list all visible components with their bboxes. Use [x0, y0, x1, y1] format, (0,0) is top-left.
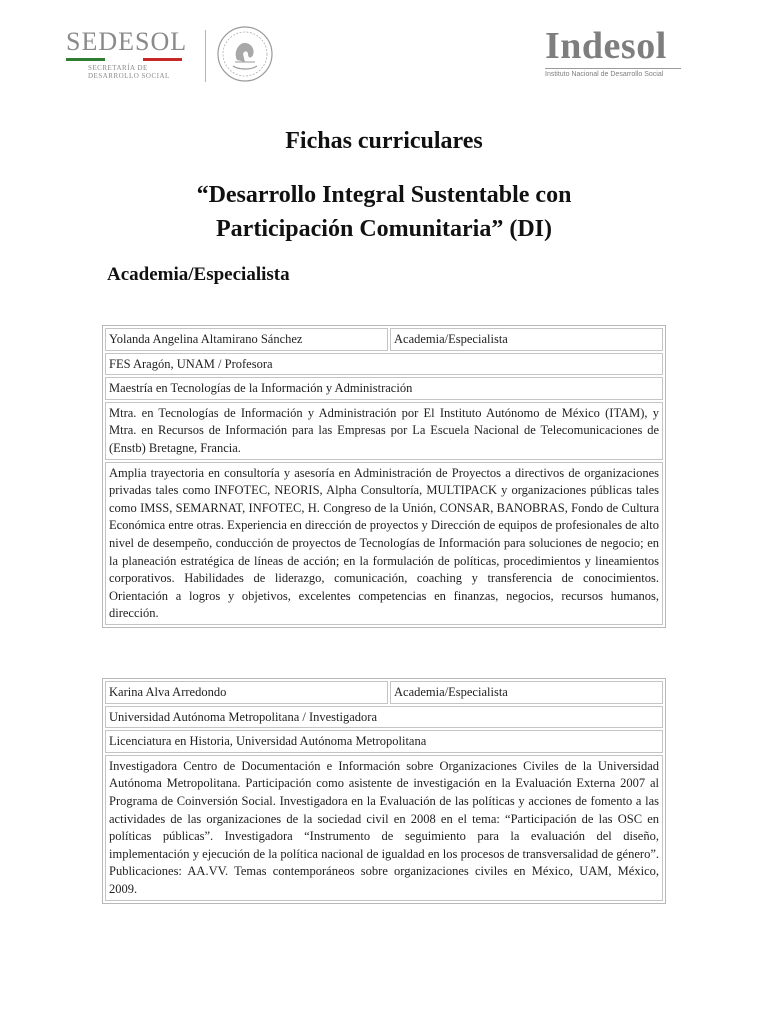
page-title: Fichas curriculares: [285, 128, 483, 154]
table-row: [105, 755, 663, 901]
degree-cell: Maestría en Tecnologías de la Información y Administración: [105, 377, 663, 400]
table-row: [105, 681, 663, 704]
experience-cell: Investigadora Centro de Documentación e Información sobre Organizaciones Civiles de la Universidad Autónoma Metropolitana. Participación como asistente de investigación en la Evaluación Externa 2007 al Programa de Coinversión Social. Investigadora en la Evaluación de las políticas y acciones de fomento a las actividades de las organizaciones de la sociedad civil en 2008 en el tema: “Participación de las OSC en políticas públicas”. Investigadora “Instrumento de seguimiento para la evaluación del diseño, implementación y ejecución de la política nacional de igualdad en los procesos de transversalidad de género”. Publicaciones: AA.VV. Temas contemporáneos sobre organizaciones civiles en México, UAM, México, 2009.: [105, 755, 663, 901]
sedesol-wordmark: SEDESOL: [66, 27, 188, 56]
name-cell: Karina Alva Arredondo: [105, 681, 388, 704]
mexican-coat-of-arms-seal: [215, 24, 275, 84]
degree-cell: Licenciatura en Historia, Universidad Autónoma Metropolitana: [105, 730, 663, 753]
indesol-logo: [545, 26, 695, 86]
table-row: [105, 706, 663, 729]
experience-cell: Amplia trayectoria en consultoría y asesoría en Administración de Proyectos a directivos de organizaciones privadas tales como INFOTEC, NEORIS, Alpha Consultoría, MULTIPACK y organizaciones públicas tales como IMSS, SEMARNAT, INFOTEC, H. Congreso de la Unión, CONSAR, BANOBRAS, Fondo de Cultura Económica entre otras. Experiencia en dirección de proyectos y Dirección de equipos de profesionales de alto nivel de desempeño, conducción de proyectos de Tecnologías de Información para soluciones de negocio; en la planeación estratégica de líneas de acción; en la formulación de políticas, procedimientos y lineamientos corporativos. Habilidades de liderazgo, comunicación, coaching y transferencia de conocimientos. Orientación a logros y objetivos, excelentes competencias en finanzas, negocios, recursos humanos, dirección.: [105, 462, 663, 625]
sedesol-logo: [66, 28, 196, 98]
institution-cell: Universidad Autónoma Metropolitana / Investigadora: [105, 706, 663, 729]
logo-divider: [205, 30, 206, 82]
table-row: [105, 462, 663, 625]
sedesol-subtitle: SECRETARÍA DE DESARROLLO SOCIAL: [88, 64, 170, 80]
program-title-line2: Participación Comunitaria” (DI): [216, 216, 552, 242]
table-row: [105, 377, 663, 400]
table-row: [105, 353, 663, 376]
section-heading: Academia/Especialista: [107, 264, 290, 285]
institution-cell: FES Aragón, UNAM / Profesora: [105, 353, 663, 376]
indesol-subtitle: Instituto Nacional de Desarrollo Social: [545, 68, 681, 78]
name-cell: Yolanda Angelina Altamirano Sánchez: [105, 328, 388, 351]
program-title-line1: “Desarrollo Integral Sustentable con: [196, 182, 572, 208]
indesol-wordmark: Indesol: [545, 25, 667, 67]
ficha-table: [102, 678, 666, 904]
table-row: [105, 730, 663, 753]
category-cell: Academia/Especialista: [390, 681, 663, 704]
education-cell: Mtra. en Tecnologías de Información y Administración por El Instituto Autónomo de México (ITAM), y Mtra. en Recursos de Información para las Empresas por La Escuela Nacional de Telecomunicaciones de (Enstb) Bretagne, Francia.: [105, 402, 663, 460]
flag-stripe: [66, 58, 182, 61]
table-row: [105, 328, 663, 351]
ficha-table: [102, 325, 666, 628]
table-row: [105, 402, 663, 460]
category-cell: Academia/Especialista: [390, 328, 663, 351]
program-title: [0, 178, 768, 246]
